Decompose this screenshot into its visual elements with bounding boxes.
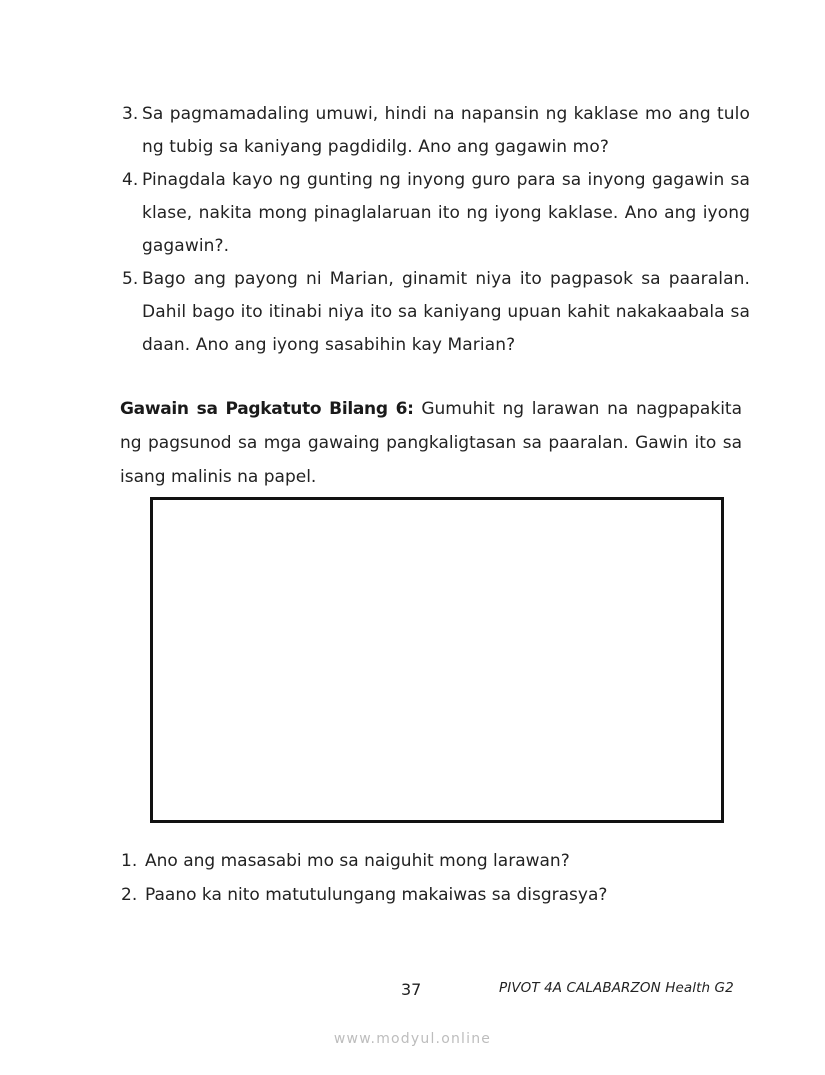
activity-paragraph: [120, 392, 742, 494]
followup-number: 1.: [121, 851, 138, 871]
watermark-text: www.modyul.online: [333, 1031, 492, 1047]
followup-item-1: [121, 844, 741, 878]
question-item-4: [122, 164, 750, 263]
question-item-3: [122, 98, 750, 164]
followup-question-list: [121, 844, 741, 912]
question-text: Bago ang payong ni Marian, ginamit niya ito pagpasok sa paaralan. Dahil bago ito itinabi niya ito sa kaniyang upuan kahit nakakaabala sa daan. Ano ang iyong sasabihin kay Marian?: [142, 269, 750, 355]
question-list: [122, 98, 750, 362]
followup-text: Paano ka nito matutulungang makaiwas sa disgrasya?: [145, 885, 608, 905]
followup-number: 2.: [121, 885, 138, 905]
followup-text: Ano ang masasabi mo sa naiguhit mong larawan?: [145, 851, 570, 871]
question-text: Pinagdala kayo ng gunting ng inyong guro para sa inyong gagawin sa klase, nakita mong pinaglalaruan ito ng iyong kaklase. Ano ang iyong gagawin?.: [142, 170, 750, 256]
activity-instruction: Gumuhit ng larawan na nagpapakita ng pagsunod sa mga gawaing pangkaligtasan sa paaralan. Gawin ito sa isang malinis na papel.: [120, 399, 742, 487]
question-number: 5.: [122, 269, 139, 289]
footer-title: PIVOT 4A CALABARZON Health G2: [499, 980, 734, 996]
drawing-area-box[interactable]: [150, 497, 724, 823]
question-number: 4.: [122, 170, 139, 190]
question-number: 3.: [122, 104, 139, 124]
question-item-5: [122, 263, 750, 362]
activity-title: Gawain sa Pagkatuto Bilang 6:: [120, 399, 414, 419]
page-number: 37: [401, 980, 422, 999]
question-text: Sa pagmamadaling umuwi, hindi na napansin ng kaklase mo ang tulo ng tubig sa kaniyang pagdidilg. Ano ang gagawin mo?: [142, 104, 750, 157]
followup-item-2: [121, 878, 741, 912]
